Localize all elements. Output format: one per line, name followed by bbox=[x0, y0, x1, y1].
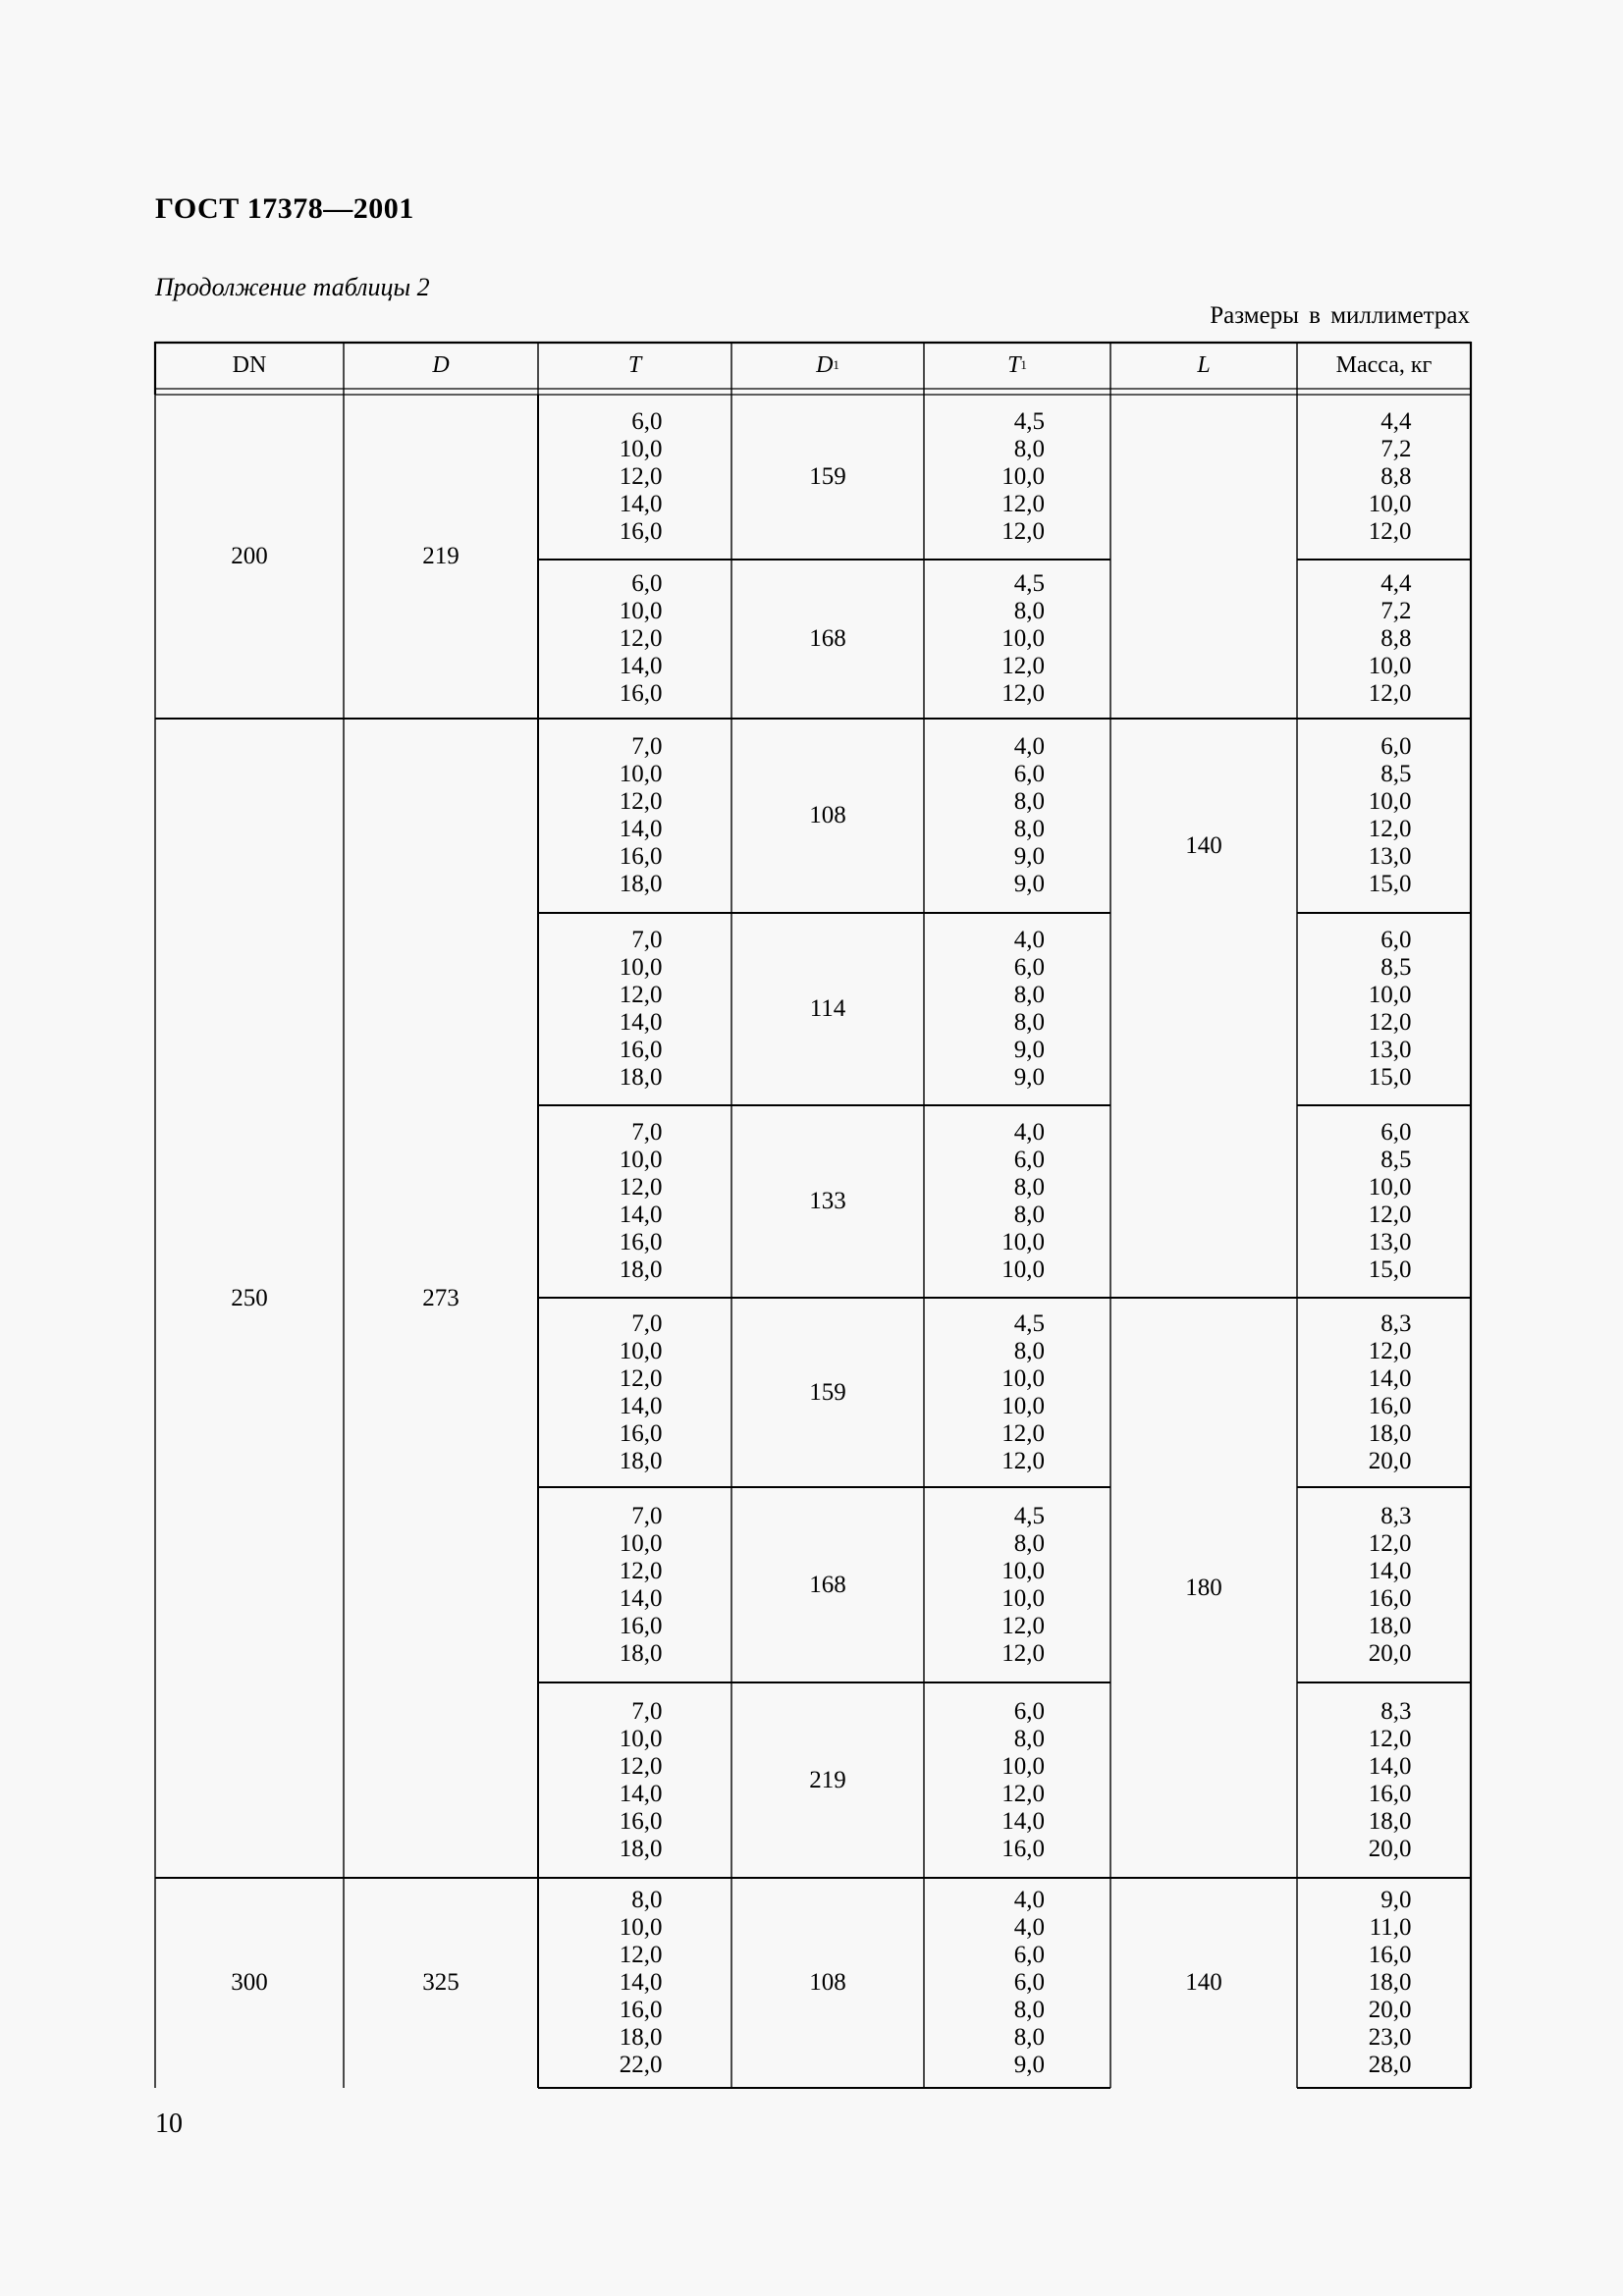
branch-thickness-cell-value: 12,0 bbox=[1001, 1780, 1045, 1807]
wall-thickness-cell-value: 7,0 bbox=[631, 1119, 663, 1146]
wall-thickness-cell bbox=[538, 1487, 731, 1682]
wall-thickness-cell-value: 18,0 bbox=[619, 1447, 663, 1474]
branch-thickness-cell-value: 8,0 bbox=[1013, 598, 1045, 624]
branch-thickness-cell-value: 12,0 bbox=[1001, 653, 1045, 679]
wall-thickness-cell-value: 12,0 bbox=[619, 1752, 663, 1780]
mass-cell-value: 18,0 bbox=[1368, 1612, 1412, 1639]
column-header bbox=[1110, 342, 1297, 389]
wall-thickness-cell-value: 14,0 bbox=[619, 1584, 663, 1612]
mass-cell-value: 13,0 bbox=[1368, 1229, 1412, 1255]
branch-thickness-cell-value: 8,0 bbox=[1013, 1201, 1045, 1228]
mass-cell-value: 4,4 bbox=[1380, 408, 1412, 435]
column-header-label: T bbox=[1007, 351, 1021, 378]
table-continuation-caption: Продолжение таблицы 2 bbox=[155, 273, 430, 301]
wall-thickness-cell-value: 10,0 bbox=[619, 1147, 663, 1173]
mass-cell bbox=[1297, 1682, 1471, 1878]
mass-cell-value: 8,3 bbox=[1380, 1502, 1412, 1529]
wall-thickness-cell-value: 18,0 bbox=[619, 1639, 663, 1667]
mass-cell-value: 10,0 bbox=[1368, 653, 1412, 679]
wall-thickness-cell-value: 14,0 bbox=[619, 1009, 663, 1036]
branch-thickness-cell-value: 4,0 bbox=[1013, 1914, 1045, 1941]
branch-thickness-cell-value: 9,0 bbox=[1013, 1037, 1045, 1063]
mass-cell-value: 10,0 bbox=[1368, 1174, 1412, 1201]
wall-thickness-cell-value: 14,0 bbox=[619, 816, 663, 842]
mass-cell-value: 15,0 bbox=[1368, 1256, 1412, 1283]
column-header bbox=[155, 342, 344, 389]
branch-thickness-cell-value: 8,0 bbox=[1013, 788, 1045, 815]
mass-cell-value: 4,4 bbox=[1380, 570, 1412, 597]
wall-thickness-cell-value: 12,0 bbox=[619, 788, 663, 815]
branch-thickness-cell-value: 10,0 bbox=[1001, 1256, 1045, 1283]
wall-thickness-cell-value: 18,0 bbox=[619, 1256, 663, 1283]
wall-thickness-cell-value: 10,0 bbox=[619, 1529, 663, 1557]
mass-cell-value: 14,0 bbox=[1368, 1752, 1412, 1780]
mass-cell-value: 18,0 bbox=[1368, 1807, 1412, 1835]
wall-thickness-cell-value: 8,0 bbox=[631, 1887, 663, 1913]
branch-thickness-cell-value: 4,5 bbox=[1013, 570, 1045, 597]
branch-thickness-cell-value: 16,0 bbox=[1001, 1835, 1045, 1862]
mass-cell-value: 8,5 bbox=[1380, 761, 1412, 787]
length-cell: 140 bbox=[1185, 1969, 1222, 1996]
branch-thickness-cell-value: 8,0 bbox=[1013, 1009, 1045, 1036]
wall-thickness-cell-value: 14,0 bbox=[619, 1201, 663, 1228]
branch-thickness-cell bbox=[924, 1298, 1110, 1487]
dn-cell: 200 bbox=[231, 543, 268, 569]
wall-thickness-cell-value: 7,0 bbox=[631, 927, 663, 953]
wall-thickness-cell-value: 18,0 bbox=[619, 1835, 663, 1862]
wall-thickness-cell-value: 10,0 bbox=[619, 761, 663, 787]
column-header-subscript: 1 bbox=[1020, 357, 1027, 372]
mass-cell-value: 20,0 bbox=[1368, 1835, 1412, 1862]
branch-thickness-cell-value: 9,0 bbox=[1013, 843, 1045, 870]
wall-thickness-cell-value: 14,0 bbox=[619, 1969, 663, 1996]
branch-thickness-cell-value: 4,0 bbox=[1013, 927, 1045, 953]
mass-cell-value: 6,0 bbox=[1380, 733, 1412, 760]
branch-thickness-cell-value: 12,0 bbox=[1001, 491, 1045, 517]
branch-diameter-cell: 159 bbox=[809, 463, 846, 490]
branch-diameter-cell: 168 bbox=[809, 1571, 846, 1598]
branch-thickness-cell-value: 6,0 bbox=[1013, 1969, 1045, 1996]
branch-thickness-cell-value: 10,0 bbox=[1001, 1364, 1045, 1392]
branch-thickness-cell-value: 8,0 bbox=[1013, 2024, 1045, 2051]
branch-thickness-cell bbox=[924, 395, 1110, 560]
wall-thickness-cell-value: 7,0 bbox=[631, 1697, 663, 1725]
length-cell: 140 bbox=[1185, 832, 1222, 859]
mass-cell-value: 16,0 bbox=[1368, 1584, 1412, 1612]
wall-thickness-cell-value: 10,0 bbox=[619, 954, 663, 981]
wall-thickness-cell-value: 14,0 bbox=[619, 1780, 663, 1807]
branch-thickness-cell bbox=[924, 560, 1110, 719]
mass-cell-value: 11,0 bbox=[1369, 1914, 1412, 1941]
wall-thickness-cell-value: 18,0 bbox=[619, 1064, 663, 1091]
mass-cell bbox=[1297, 1878, 1471, 2088]
wall-thickness-cell-value: 12,0 bbox=[619, 625, 663, 652]
wall-thickness-cell-value: 12,0 bbox=[619, 1174, 663, 1201]
mass-cell bbox=[1297, 395, 1471, 560]
branch-thickness-cell-value: 10,0 bbox=[1001, 1229, 1045, 1255]
wall-thickness-cell-value: 16,0 bbox=[619, 518, 663, 545]
mass-cell-value: 12,0 bbox=[1368, 1529, 1412, 1557]
branch-thickness-cell-value: 8,0 bbox=[1013, 1997, 1045, 2023]
wall-thickness-cell-value: 12,0 bbox=[619, 463, 663, 490]
wall-thickness-cell-value: 6,0 bbox=[631, 408, 663, 435]
wall-thickness-cell-value: 22,0 bbox=[619, 2052, 663, 2078]
mass-cell-value: 18,0 bbox=[1368, 1419, 1412, 1447]
wall-thickness-cell bbox=[538, 395, 731, 560]
branch-thickness-cell-value: 8,0 bbox=[1013, 1337, 1045, 1364]
wall-thickness-cell-value: 16,0 bbox=[619, 680, 663, 707]
wall-thickness-cell-value: 10,0 bbox=[619, 1914, 663, 1941]
wall-thickness-cell-value: 12,0 bbox=[619, 1942, 663, 1968]
wall-thickness-cell-value: 16,0 bbox=[619, 843, 663, 870]
branch-thickness-cell-value: 14,0 bbox=[1001, 1807, 1045, 1835]
column-header-label: D bbox=[432, 351, 450, 378]
wall-thickness-cell-value: 7,0 bbox=[631, 733, 663, 760]
mass-cell-value: 8,5 bbox=[1380, 1147, 1412, 1173]
mass-cell-value: 14,0 bbox=[1368, 1364, 1412, 1392]
column-header-subscript: 1 bbox=[833, 357, 839, 372]
mass-cell-value: 12,0 bbox=[1368, 1201, 1412, 1228]
column-header-label: DN bbox=[232, 351, 267, 378]
branch-thickness-cell-value: 8,0 bbox=[1013, 1529, 1045, 1557]
mass-cell-value: 12,0 bbox=[1368, 1009, 1412, 1036]
branch-thickness-cell bbox=[924, 719, 1110, 913]
branch-thickness-cell-value: 9,0 bbox=[1013, 1064, 1045, 1091]
wall-thickness-cell bbox=[538, 560, 731, 719]
branch-thickness-cell-value: 4,0 bbox=[1013, 1887, 1045, 1913]
branch-thickness-cell-value: 4,5 bbox=[1013, 1502, 1045, 1529]
branch-thickness-cell-value: 6,0 bbox=[1013, 1147, 1045, 1173]
wall-thickness-cell-value: 14,0 bbox=[619, 491, 663, 517]
column-header-label: D bbox=[816, 351, 834, 378]
column-header bbox=[731, 342, 924, 389]
branch-thickness-cell-value: 12,0 bbox=[1001, 680, 1045, 707]
wall-thickness-cell-value: 12,0 bbox=[619, 982, 663, 1008]
mass-cell-value: 6,0 bbox=[1380, 1119, 1412, 1146]
wall-thickness-cell-value: 16,0 bbox=[619, 1997, 663, 2023]
mass-cell-value: 12,0 bbox=[1368, 1725, 1412, 1752]
wall-thickness-cell-value: 16,0 bbox=[619, 1419, 663, 1447]
column-header-label: L bbox=[1197, 351, 1211, 378]
branch-thickness-cell bbox=[924, 913, 1110, 1105]
mass-cell-value: 10,0 bbox=[1368, 788, 1412, 815]
branch-thickness-cell-value: 8,0 bbox=[1013, 816, 1045, 842]
mass-cell-value: 8,3 bbox=[1380, 1697, 1412, 1725]
mass-cell-value: 28,0 bbox=[1368, 2052, 1412, 2078]
branch-thickness-cell-value: 4,5 bbox=[1013, 408, 1045, 435]
mass-cell-value: 8,8 bbox=[1380, 463, 1412, 490]
mass-cell-value: 10,0 bbox=[1368, 491, 1412, 517]
dn-cell: 300 bbox=[231, 1969, 268, 1996]
branch-thickness-cell-value: 12,0 bbox=[1001, 518, 1045, 545]
branch-diameter-cell: 133 bbox=[809, 1188, 846, 1214]
mass-cell-value: 12,0 bbox=[1368, 1337, 1412, 1364]
mass-cell-value: 10,0 bbox=[1368, 982, 1412, 1008]
mass-cell-value: 8,5 bbox=[1380, 954, 1412, 981]
branch-thickness-cell-value: 6,0 bbox=[1013, 954, 1045, 981]
branch-thickness-cell-value: 12,0 bbox=[1001, 1639, 1045, 1667]
wall-thickness-cell-value: 18,0 bbox=[619, 2024, 663, 2051]
branch-diameter-cell: 114 bbox=[809, 995, 846, 1022]
wall-thickness-cell bbox=[538, 1105, 731, 1298]
mass-cell-value: 20,0 bbox=[1368, 1997, 1412, 2023]
branch-thickness-cell bbox=[924, 1487, 1110, 1682]
mass-cell bbox=[1297, 560, 1471, 719]
mass-cell-value: 15,0 bbox=[1368, 1064, 1412, 1091]
branch-thickness-cell-value: 12,0 bbox=[1001, 1612, 1045, 1639]
mass-cell-value: 13,0 bbox=[1368, 1037, 1412, 1063]
column-header-label: Масса, кг bbox=[1335, 351, 1433, 378]
mass-cell-value: 8,3 bbox=[1380, 1309, 1412, 1337]
wall-thickness-cell-value: 10,0 bbox=[619, 436, 663, 462]
wall-thickness-cell-value: 6,0 bbox=[631, 570, 663, 597]
branch-thickness-cell-value: 12,0 bbox=[1001, 1419, 1045, 1447]
wall-thickness-cell bbox=[538, 1878, 731, 2088]
wall-thickness-cell-value: 16,0 bbox=[619, 1037, 663, 1063]
branch-thickness-cell bbox=[924, 1878, 1110, 2088]
wall-thickness-cell-value: 7,0 bbox=[631, 1502, 663, 1529]
wall-thickness-cell bbox=[538, 1298, 731, 1487]
branch-diameter-cell: 219 bbox=[809, 1766, 846, 1793]
wall-thickness-cell-value: 7,0 bbox=[631, 1309, 663, 1337]
column-header bbox=[344, 342, 538, 389]
mass-cell bbox=[1297, 913, 1471, 1105]
branch-thickness-cell-value: 6,0 bbox=[1013, 1942, 1045, 1968]
outer-diameter-cell: 273 bbox=[422, 1284, 460, 1311]
column-header bbox=[924, 342, 1110, 389]
branch-thickness-cell-value: 8,0 bbox=[1013, 1725, 1045, 1752]
branch-thickness-cell bbox=[924, 1682, 1110, 1878]
branch-diameter-cell: 108 bbox=[809, 802, 846, 828]
branch-diameter-cell: 168 bbox=[809, 625, 846, 652]
branch-thickness-cell-value: 6,0 bbox=[1013, 1697, 1045, 1725]
wall-thickness-cell-value: 10,0 bbox=[619, 1725, 663, 1752]
mass-cell-value: 7,2 bbox=[1380, 598, 1412, 624]
branch-thickness-cell bbox=[924, 1105, 1110, 1298]
page-number: 10 bbox=[155, 2109, 183, 2139]
branch-thickness-cell-value: 6,0 bbox=[1013, 761, 1045, 787]
branch-thickness-cell-value: 4,5 bbox=[1013, 1309, 1045, 1337]
wall-thickness-cell-value: 10,0 bbox=[619, 598, 663, 624]
mass-cell-value: 20,0 bbox=[1368, 1447, 1412, 1474]
branch-thickness-cell-value: 9,0 bbox=[1013, 2052, 1045, 2078]
document-title: ГОСТ 17378—2001 bbox=[155, 192, 414, 225]
mass-cell-value: 12,0 bbox=[1368, 816, 1412, 842]
outer-diameter-cell: 219 bbox=[422, 543, 460, 569]
column-header bbox=[538, 342, 731, 389]
wall-thickness-cell-value: 18,0 bbox=[619, 871, 663, 897]
wall-thickness-cell-value: 10,0 bbox=[619, 1337, 663, 1364]
outer-diameter-cell: 325 bbox=[422, 1969, 460, 1996]
mass-cell-value: 20,0 bbox=[1368, 1639, 1412, 1667]
wall-thickness-cell-value: 16,0 bbox=[619, 1807, 663, 1835]
mass-cell bbox=[1297, 1298, 1471, 1487]
wall-thickness-cell-value: 12,0 bbox=[619, 1557, 663, 1584]
branch-diameter-cell: 108 bbox=[809, 1969, 846, 1996]
branch-thickness-cell-value: 10,0 bbox=[1001, 1584, 1045, 1612]
mass-cell-value: 7,2 bbox=[1380, 436, 1412, 462]
wall-thickness-cell-value: 14,0 bbox=[619, 653, 663, 679]
mass-cell-value: 12,0 bbox=[1368, 518, 1412, 545]
mass-cell bbox=[1297, 719, 1471, 913]
mass-cell-value: 18,0 bbox=[1368, 1969, 1412, 1996]
mass-cell-value: 14,0 bbox=[1368, 1557, 1412, 1584]
wall-thickness-cell-value: 12,0 bbox=[619, 1364, 663, 1392]
column-header bbox=[1297, 342, 1471, 389]
branch-thickness-cell-value: 8,0 bbox=[1013, 982, 1045, 1008]
column-header-label: T bbox=[627, 351, 642, 378]
branch-thickness-cell-value: 8,0 bbox=[1013, 1174, 1045, 1201]
branch-diameter-cell: 159 bbox=[809, 1378, 846, 1406]
mass-cell-value: 15,0 bbox=[1368, 871, 1412, 897]
mass-cell-value: 12,0 bbox=[1368, 680, 1412, 707]
wall-thickness-cell bbox=[538, 1682, 731, 1878]
wall-thickness-cell-value: 14,0 bbox=[619, 1392, 663, 1419]
branch-thickness-cell-value: 10,0 bbox=[1001, 1392, 1045, 1419]
branch-thickness-cell-value: 10,0 bbox=[1001, 463, 1045, 490]
mass-cell-value: 23,0 bbox=[1368, 2024, 1412, 2051]
branch-thickness-cell-value: 12,0 bbox=[1001, 1447, 1045, 1474]
mass-cell-value: 16,0 bbox=[1368, 1780, 1412, 1807]
mass-cell bbox=[1297, 1105, 1471, 1298]
branch-thickness-cell-value: 4,0 bbox=[1013, 1119, 1045, 1146]
branch-thickness-cell-value: 8,0 bbox=[1013, 436, 1045, 462]
mass-cell-value: 6,0 bbox=[1380, 927, 1412, 953]
branch-thickness-cell-value: 9,0 bbox=[1013, 871, 1045, 897]
branch-thickness-cell-value: 10,0 bbox=[1001, 1557, 1045, 1584]
mass-cell-value: 9,0 bbox=[1380, 1887, 1412, 1913]
wall-thickness-cell-value: 16,0 bbox=[619, 1612, 663, 1639]
dn-cell: 250 bbox=[231, 1284, 268, 1311]
mass-cell-value: 16,0 bbox=[1368, 1942, 1412, 1968]
units-note: Размеры в миллиметрах bbox=[1210, 302, 1470, 329]
wall-thickness-cell bbox=[538, 913, 731, 1105]
mass-cell-value: 8,8 bbox=[1380, 625, 1412, 652]
mass-cell-value: 13,0 bbox=[1368, 843, 1412, 870]
mass-cell bbox=[1297, 1487, 1471, 1682]
mass-cell-value: 16,0 bbox=[1368, 1392, 1412, 1419]
branch-thickness-cell-value: 10,0 bbox=[1001, 625, 1045, 652]
wall-thickness-cell bbox=[538, 719, 731, 913]
wall-thickness-cell-value: 16,0 bbox=[619, 1229, 663, 1255]
length-cell: 180 bbox=[1185, 1574, 1222, 1601]
branch-thickness-cell-value: 4,0 bbox=[1013, 733, 1045, 760]
branch-thickness-cell-value: 10,0 bbox=[1001, 1752, 1045, 1780]
